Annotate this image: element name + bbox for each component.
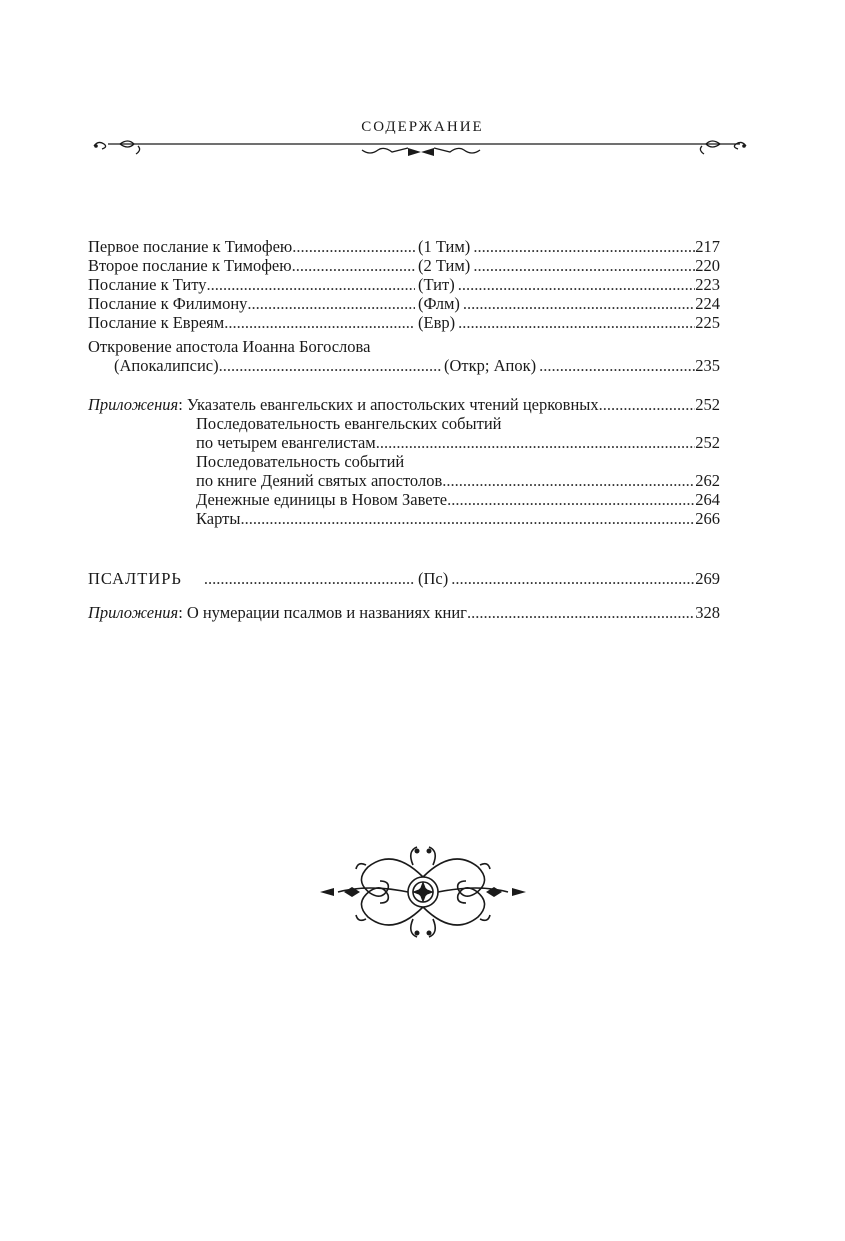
toc-entry[interactable] — [88, 313, 720, 332]
appendix-colon: : — [178, 603, 183, 622]
entry-title: О нумерации псалмов и названиях книг — [186, 603, 467, 622]
entry-title: Послание к Евреям — [88, 313, 225, 332]
toc-entry[interactable] — [88, 237, 720, 256]
entry-abbr: (Евр) — [418, 313, 456, 332]
appendix-label: Приложения — [88, 603, 179, 622]
appendix-label: Приложения — [88, 395, 179, 414]
entry-page: 223 — [695, 275, 720, 294]
entry-page: 252 — [695, 395, 720, 414]
entry-page: 217 — [695, 237, 720, 256]
entry-page: 225 — [695, 313, 720, 332]
entry-title: Последовательность евангельских событий — [196, 414, 502, 433]
entry-title: Послание к Филимону — [88, 294, 248, 313]
entry-title: Первое послание к Тимофею — [88, 237, 293, 256]
entry-page: 224 — [695, 294, 720, 313]
entry-abbr: (Пс) — [418, 569, 449, 588]
decorative-ornament — [318, 845, 528, 940]
entry-title: Откровение апостола Иоанна Богослова — [88, 337, 371, 356]
toc-appendix-ps[interactable] — [88, 603, 720, 622]
header-ornament-rule — [90, 128, 750, 158]
entry-title: Карты — [196, 509, 241, 528]
entry-title-cont: (Апокалипсис) — [114, 356, 219, 375]
entry-page: 269 — [695, 569, 720, 588]
entry-abbr: (1 Тим) — [418, 237, 471, 256]
toc-entry[interactable] — [88, 490, 720, 509]
entry-page: 266 — [695, 509, 720, 528]
entry-title: Указатель евангельских и апостольских чтений церковных — [186, 395, 599, 414]
entry-page: 262 — [695, 471, 720, 490]
entry-title-cont: по четырем евангелистам — [196, 433, 376, 452]
entry-title: Послание к Титу — [88, 275, 207, 294]
entry-abbr: (Тит) — [418, 275, 455, 294]
toc-entry[interactable] — [88, 509, 720, 528]
entry-page: 252 — [695, 433, 720, 452]
toc-revelation[interactable] — [88, 337, 720, 375]
page-title: СОДЕРЖАНИЕ — [361, 119, 484, 135]
toc-books — [88, 237, 720, 332]
toc-entry[interactable] — [88, 256, 720, 275]
toc-entry[interactable] — [88, 471, 720, 490]
entry-title: Последовательность событий — [196, 452, 405, 471]
toc-entry[interactable] — [88, 395, 720, 414]
entry-abbr: (Откр; Апок) — [444, 356, 537, 375]
toc-psalter[interactable] — [88, 569, 720, 588]
toc-entry[interactable] — [88, 275, 720, 294]
entry-title-cont: по книге Деяний святых апостолов — [196, 471, 443, 490]
entry-title: Второе послание к Тимофею — [88, 256, 292, 275]
appendix-colon: : — [178, 395, 183, 414]
toc-entry[interactable] — [88, 294, 720, 313]
entry-title: ПСАЛТИРЬ — [88, 569, 182, 588]
entry-abbr: (Флм) — [418, 294, 460, 313]
toc-appendix-nt — [88, 395, 720, 528]
entry-abbr: (2 Тим) — [418, 256, 471, 275]
entry-page: 328 — [695, 603, 720, 622]
entry-page: 264 — [695, 490, 720, 509]
entry-page: 220 — [695, 256, 720, 275]
entry-page: 235 — [695, 356, 720, 375]
entry-title: Денежные единицы в Новом Завете — [196, 490, 448, 509]
toc-entry[interactable] — [88, 433, 720, 452]
